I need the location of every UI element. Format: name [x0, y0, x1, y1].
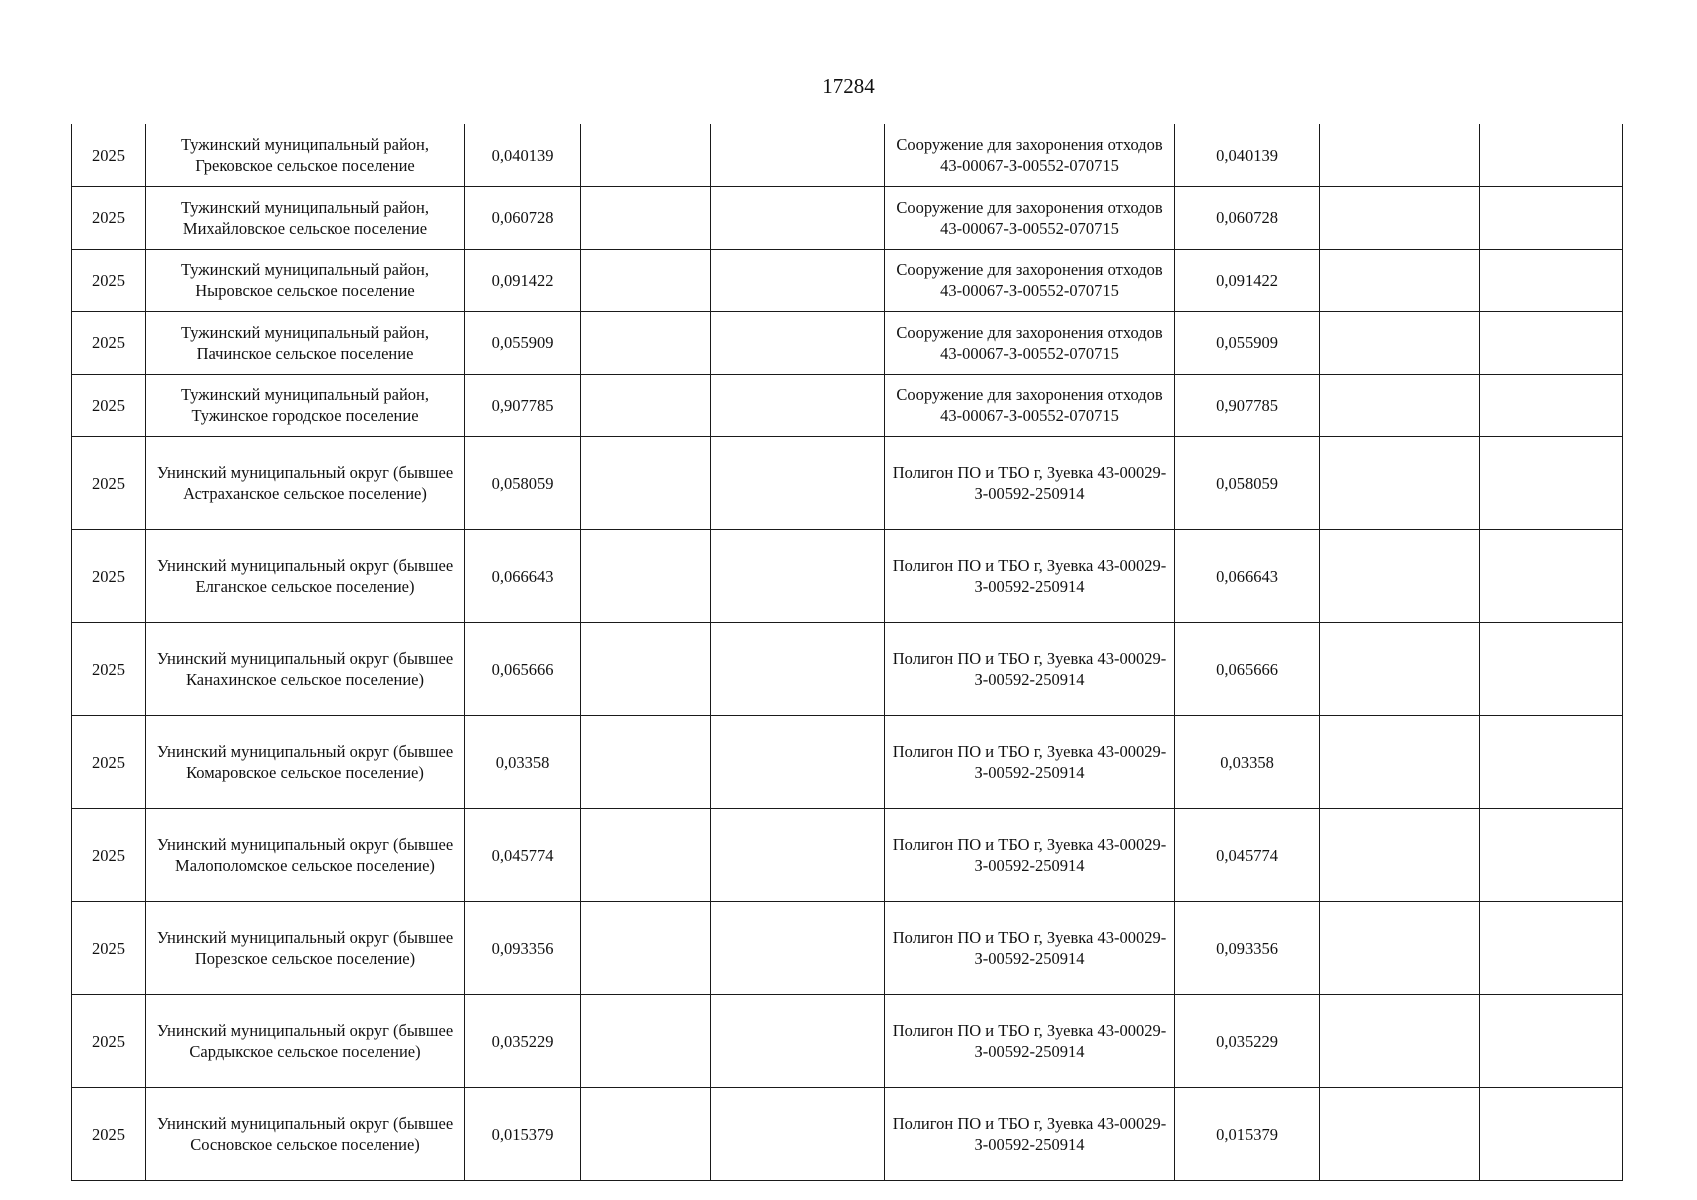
table-row	[72, 312, 1623, 375]
value-cell: 0,091422	[465, 249, 581, 312]
empty-cell	[711, 902, 885, 995]
region-cell: Унинский муниципальный округ (бывшее Сосновское сельское поселение)	[146, 1088, 465, 1181]
empty-cell	[581, 902, 711, 995]
empty-cell	[1480, 249, 1623, 312]
empty-cell	[711, 187, 885, 250]
empty-cell	[581, 374, 711, 437]
region-cell: Унинский муниципальный округ (бывшее Астраханское сельское поселение)	[146, 437, 465, 530]
facility-cell: Полигон ПО и ТБО г, Зуевка 43-00029-З-00592-250914	[885, 809, 1175, 902]
value2-cell: 0,066643	[1175, 530, 1320, 623]
table-row	[72, 902, 1623, 995]
empty-cell	[1480, 995, 1623, 1088]
value2-cell: 0,055909	[1175, 312, 1320, 375]
empty-cell	[581, 249, 711, 312]
year-cell: 2025	[72, 437, 146, 530]
value-cell: 0,03358	[465, 716, 581, 809]
waste-data-table	[71, 124, 1623, 1181]
region-cell: Унинский муниципальный округ (бывшее Комаровское сельское поселение)	[146, 716, 465, 809]
empty-cell	[1480, 1088, 1623, 1181]
facility-cell: Полигон ПО и ТБО г, Зуевка 43-00029-З-00592-250914	[885, 902, 1175, 995]
empty-cell	[1480, 716, 1623, 809]
empty-cell	[1320, 312, 1480, 375]
value2-cell: 0,907785	[1175, 374, 1320, 437]
value2-cell: 0,058059	[1175, 437, 1320, 530]
region-cell: Тужинский муниципальный район, Михайловское сельское поселение	[146, 187, 465, 250]
year-cell: 2025	[72, 1088, 146, 1181]
empty-cell	[1320, 530, 1480, 623]
value2-cell: 0,093356	[1175, 902, 1320, 995]
empty-cell	[581, 187, 711, 250]
empty-cell	[1320, 716, 1480, 809]
empty-cell	[1320, 374, 1480, 437]
year-cell: 2025	[72, 716, 146, 809]
empty-cell	[1320, 809, 1480, 902]
facility-cell: Сооружение для захоронения отходов 43-00067-З-00552-070715	[885, 249, 1175, 312]
empty-cell	[1320, 902, 1480, 995]
value-cell: 0,035229	[465, 995, 581, 1088]
empty-cell	[711, 312, 885, 375]
empty-cell	[1320, 995, 1480, 1088]
empty-cell	[1480, 437, 1623, 530]
year-cell: 2025	[72, 902, 146, 995]
empty-cell	[711, 249, 885, 312]
facility-cell: Полигон ПО и ТБО г, Зуевка 43-00029-З-00592-250914	[885, 530, 1175, 623]
table-row	[72, 809, 1623, 902]
facility-cell: Сооружение для захоронения отходов 43-00067-З-00552-070715	[885, 374, 1175, 437]
empty-cell	[1480, 312, 1623, 375]
empty-cell	[711, 1088, 885, 1181]
year-cell: 2025	[72, 312, 146, 375]
empty-cell	[581, 995, 711, 1088]
year-cell: 2025	[72, 995, 146, 1088]
table-row	[72, 249, 1623, 312]
value2-cell: 0,091422	[1175, 249, 1320, 312]
region-cell: Тужинский муниципальный район, Пачинское сельское поселение	[146, 312, 465, 375]
value-cell: 0,907785	[465, 374, 581, 437]
empty-cell	[1480, 530, 1623, 623]
table-row	[72, 124, 1623, 187]
value-cell: 0,015379	[465, 1088, 581, 1181]
empty-cell	[711, 995, 885, 1088]
empty-cell	[711, 374, 885, 437]
region-cell: Унинский муниципальный округ (бывшее Сардыкское сельское поселение)	[146, 995, 465, 1088]
table-row	[72, 437, 1623, 530]
empty-cell	[1480, 187, 1623, 250]
table-row	[72, 530, 1623, 623]
empty-cell	[711, 124, 885, 187]
value2-cell: 0,040139	[1175, 124, 1320, 187]
empty-cell	[711, 530, 885, 623]
facility-cell: Полигон ПО и ТБО г, Зуевка 43-00029-З-00592-250914	[885, 437, 1175, 530]
facility-cell: Полигон ПО и ТБО г, Зуевка 43-00029-З-00592-250914	[885, 995, 1175, 1088]
year-cell: 2025	[72, 124, 146, 187]
empty-cell	[711, 623, 885, 716]
table-row	[72, 374, 1623, 437]
empty-cell	[1480, 623, 1623, 716]
region-cell: Тужинский муниципальный район, Тужинское городское поселение	[146, 374, 465, 437]
facility-cell: Сооружение для захоронения отходов 43-00067-З-00552-070715	[885, 187, 1175, 250]
value2-cell: 0,03358	[1175, 716, 1320, 809]
empty-cell	[581, 530, 711, 623]
value2-cell: 0,065666	[1175, 623, 1320, 716]
region-cell: Тужинский муниципальный район, Грековское сельское поселение	[146, 124, 465, 187]
value-cell: 0,055909	[465, 312, 581, 375]
empty-cell	[581, 623, 711, 716]
value-cell: 0,066643	[465, 530, 581, 623]
value2-cell: 0,045774	[1175, 809, 1320, 902]
table-row	[72, 716, 1623, 809]
empty-cell	[1480, 809, 1623, 902]
year-cell: 2025	[72, 187, 146, 250]
empty-cell	[1320, 437, 1480, 530]
table-row	[72, 995, 1623, 1088]
region-cell: Тужинский муниципальный район, Ныровское сельское поселение	[146, 249, 465, 312]
value-cell: 0,065666	[465, 623, 581, 716]
facility-cell: Полигон ПО и ТБО г, Зуевка 43-00029-З-00592-250914	[885, 716, 1175, 809]
empty-cell	[1480, 124, 1623, 187]
empty-cell	[1320, 249, 1480, 312]
year-cell: 2025	[72, 809, 146, 902]
empty-cell	[581, 437, 711, 530]
empty-cell	[581, 312, 711, 375]
value2-cell: 0,060728	[1175, 187, 1320, 250]
year-cell: 2025	[72, 623, 146, 716]
empty-cell	[1320, 124, 1480, 187]
facility-cell: Полигон ПО и ТБО г, Зуевка 43-00029-З-00592-250914	[885, 623, 1175, 716]
empty-cell	[711, 437, 885, 530]
empty-cell	[1320, 187, 1480, 250]
region-cell: Унинский муниципальный округ (бывшее Порезское сельское поселение)	[146, 902, 465, 995]
region-cell: Унинский муниципальный округ (бывшее Елганское сельское поселение)	[146, 530, 465, 623]
empty-cell	[1480, 374, 1623, 437]
empty-cell	[581, 124, 711, 187]
value-cell: 0,045774	[465, 809, 581, 902]
empty-cell	[581, 716, 711, 809]
empty-cell	[581, 809, 711, 902]
value-cell: 0,040139	[465, 124, 581, 187]
value-cell: 0,060728	[465, 187, 581, 250]
value2-cell: 0,035229	[1175, 995, 1320, 1088]
value-cell: 0,093356	[465, 902, 581, 995]
page-number: 17284	[822, 74, 875, 98]
empty-cell	[581, 1088, 711, 1181]
empty-cell	[1320, 1088, 1480, 1181]
region-cell: Унинский муниципальный округ (бывшее Канахинское сельское поселение)	[146, 623, 465, 716]
table-row	[72, 1088, 1623, 1181]
empty-cell	[1320, 623, 1480, 716]
empty-cell	[711, 716, 885, 809]
empty-cell	[711, 809, 885, 902]
table-row	[72, 623, 1623, 716]
year-cell: 2025	[72, 374, 146, 437]
value2-cell: 0,015379	[1175, 1088, 1320, 1181]
facility-cell: Полигон ПО и ТБО г, Зуевка 43-00029-З-00592-250914	[885, 1088, 1175, 1181]
table-row	[72, 187, 1623, 250]
facility-cell: Сооружение для захоронения отходов 43-00067-З-00552-070715	[885, 312, 1175, 375]
empty-cell	[1480, 902, 1623, 995]
year-cell: 2025	[72, 249, 146, 312]
region-cell: Унинский муниципальный округ (бывшее Малополомское сельское поселение)	[146, 809, 465, 902]
facility-cell: Сооружение для захоронения отходов 43-00067-З-00552-070715	[885, 124, 1175, 187]
year-cell: 2025	[72, 530, 146, 623]
value-cell: 0,058059	[465, 437, 581, 530]
